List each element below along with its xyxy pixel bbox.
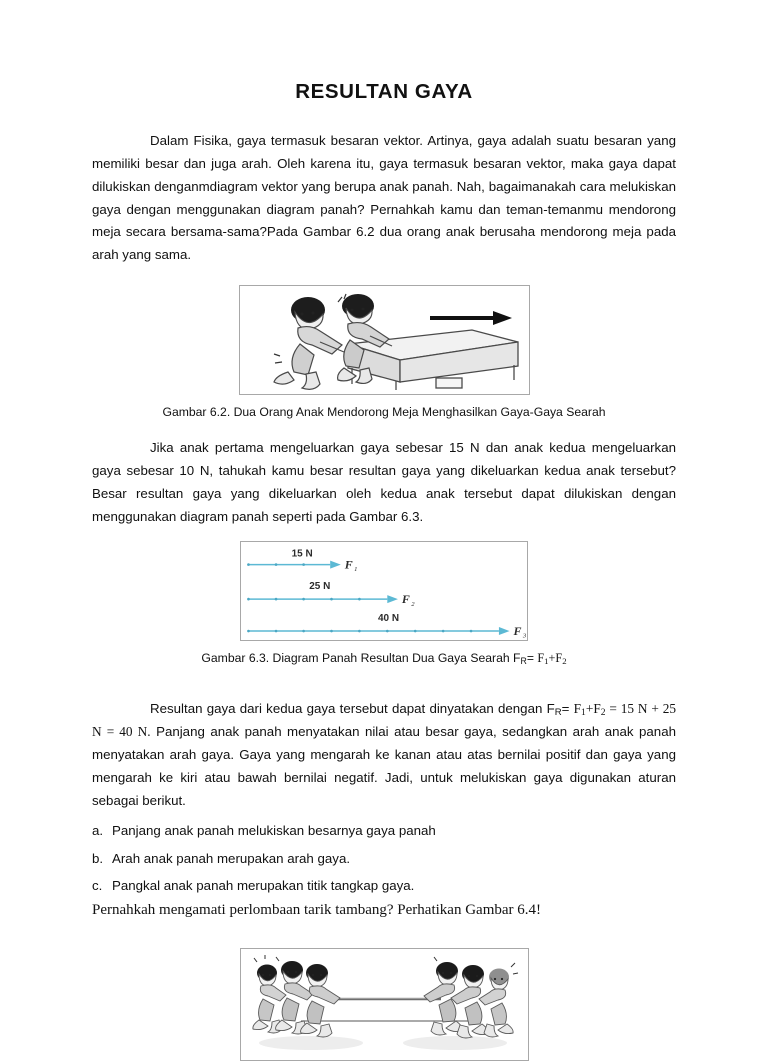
list-item-text: Panjang anak panah melukiskan besarnya gaya panah xyxy=(112,822,436,838)
rules-list xyxy=(92,821,676,897)
pushing-table-illustration xyxy=(240,286,529,394)
list-item xyxy=(92,821,676,841)
formula-fr-sub: R xyxy=(554,706,562,718)
page-content xyxy=(92,0,676,1061)
list-item xyxy=(92,876,676,896)
vector-name-f3: F xyxy=(513,623,522,638)
paragraph-forces: Jika anak pertama mengeluarkan gaya sebesar 15 N dan anak kedua mengeluarkan gaya sebesar 10 N, tahukah kamu besar resultan gaya yang dikeluarkan kedua anak tersebut? Besar resultan gaya yang dikeluarkan oleh kedua anak tersebut dapat dilukiskan dengan menggunakan diagram panah seperti pada Gambar 6.3. xyxy=(92,440,676,524)
caption-symbol-eq: = xyxy=(526,650,538,665)
figure-6-3-vector-diagram xyxy=(240,541,528,641)
list-item-text: Pangkal anak panah merupakan titik tangkap gaya. xyxy=(112,878,415,894)
caption-symbol-fr-sub: R xyxy=(520,655,527,666)
paragraph-intro: Dalam Fisika, gaya termasuk besaran vektor. Artinya, gaya adalah suatu besaran yang memiliki besar dan juga arah. Oleh karena itu, gaya termasuk besaran vektor, maka gaya dapat dilukiskan denganmdiagram vektor yang berupa anak panah. Nah, bagaimanakah cara melukiskan gaya dengan menggunakan diagram panah? Pernahkah kamu dan teman-temanmu mendorong meja secara bersama-sama?Pada Gambar 6.2 dua orang anak berusaha mendorong meja pada arah yang sama. xyxy=(92,133,676,263)
formula-plus: + xyxy=(585,700,594,716)
figure-6-3-caption-prefix: Gambar 6.3. Diagram Panah Resultan Dua Gaya Searah xyxy=(201,650,514,665)
list-marker: a. xyxy=(92,822,104,838)
formula-f1-sub: 1 xyxy=(581,706,586,718)
caption-symbol-f1: F xyxy=(537,650,545,665)
caption-symbol-fr: F xyxy=(513,650,521,665)
caption-symbol-plus: + xyxy=(548,650,556,665)
page-title: RESULTAN GAYA xyxy=(295,80,473,103)
vector-name-f1: F xyxy=(344,557,353,572)
tug-of-war-illustration xyxy=(241,949,528,1060)
vector-name-f2: F xyxy=(401,591,410,606)
paragraph-resultant-rest: Panjang anak panah menyatakan nilai atau besar gaya, sedangkan arah anak panah menyatakan arah gaya. Gaya yang mengarah ke kanan atau atas bernilai positif dan gaya yang mengarah ke kiri atau bawah bernilai negatif. Jadi, untuk melukiskan gaya digunakan aturan sebagai berikut. xyxy=(92,724,676,808)
vector-sub-f2: 2 xyxy=(411,600,415,608)
caption-symbol-f2-sub: 2 xyxy=(562,655,567,666)
figure-6-3-caption xyxy=(92,651,676,666)
formula-f2: F xyxy=(593,700,601,716)
caption-symbol-f1-sub: 1 xyxy=(544,655,549,666)
list-item-text: Arah anak panah merupakan arah gaya. xyxy=(112,850,351,866)
figure-6-2-caption: Gambar 6.2. Dua Orang Anak Mendorong Meja Menghasilkan Gaya-Gaya Searah xyxy=(162,405,606,420)
figure-6-4-image xyxy=(240,948,529,1061)
caption-symbol-f2: F xyxy=(555,650,563,665)
list-marker: b. xyxy=(92,850,104,866)
paragraph-resultant-lead: Resultan gaya dari kedua gaya tersebut dapat dinyatakan dengan xyxy=(150,700,547,716)
force-arrow-chart xyxy=(241,542,527,640)
vector-sub-f3: 3 xyxy=(522,632,527,640)
formula-fr: F xyxy=(546,700,555,716)
formula-f2-sub: 2 xyxy=(600,706,606,718)
formula-eq: = xyxy=(561,700,574,716)
vector-label-25n: 25 N xyxy=(309,580,331,592)
list-item xyxy=(92,849,676,869)
closing-line: Pernahkah mengamati perlombaan tarik tambang? Perhatikan Gambar 6.4! xyxy=(92,902,542,919)
formula-f1: F xyxy=(573,700,582,716)
list-marker: c. xyxy=(92,878,103,894)
figure-6-2-image xyxy=(239,285,530,395)
vector-sub-f1: 1 xyxy=(354,565,358,573)
paragraph-resultant xyxy=(92,698,676,813)
vector-label-15n: 15 N xyxy=(291,548,313,560)
vector-label-40n: 40 N xyxy=(378,612,400,624)
formula-tail: = 15 N + 25 N = 40 N. xyxy=(92,700,676,740)
